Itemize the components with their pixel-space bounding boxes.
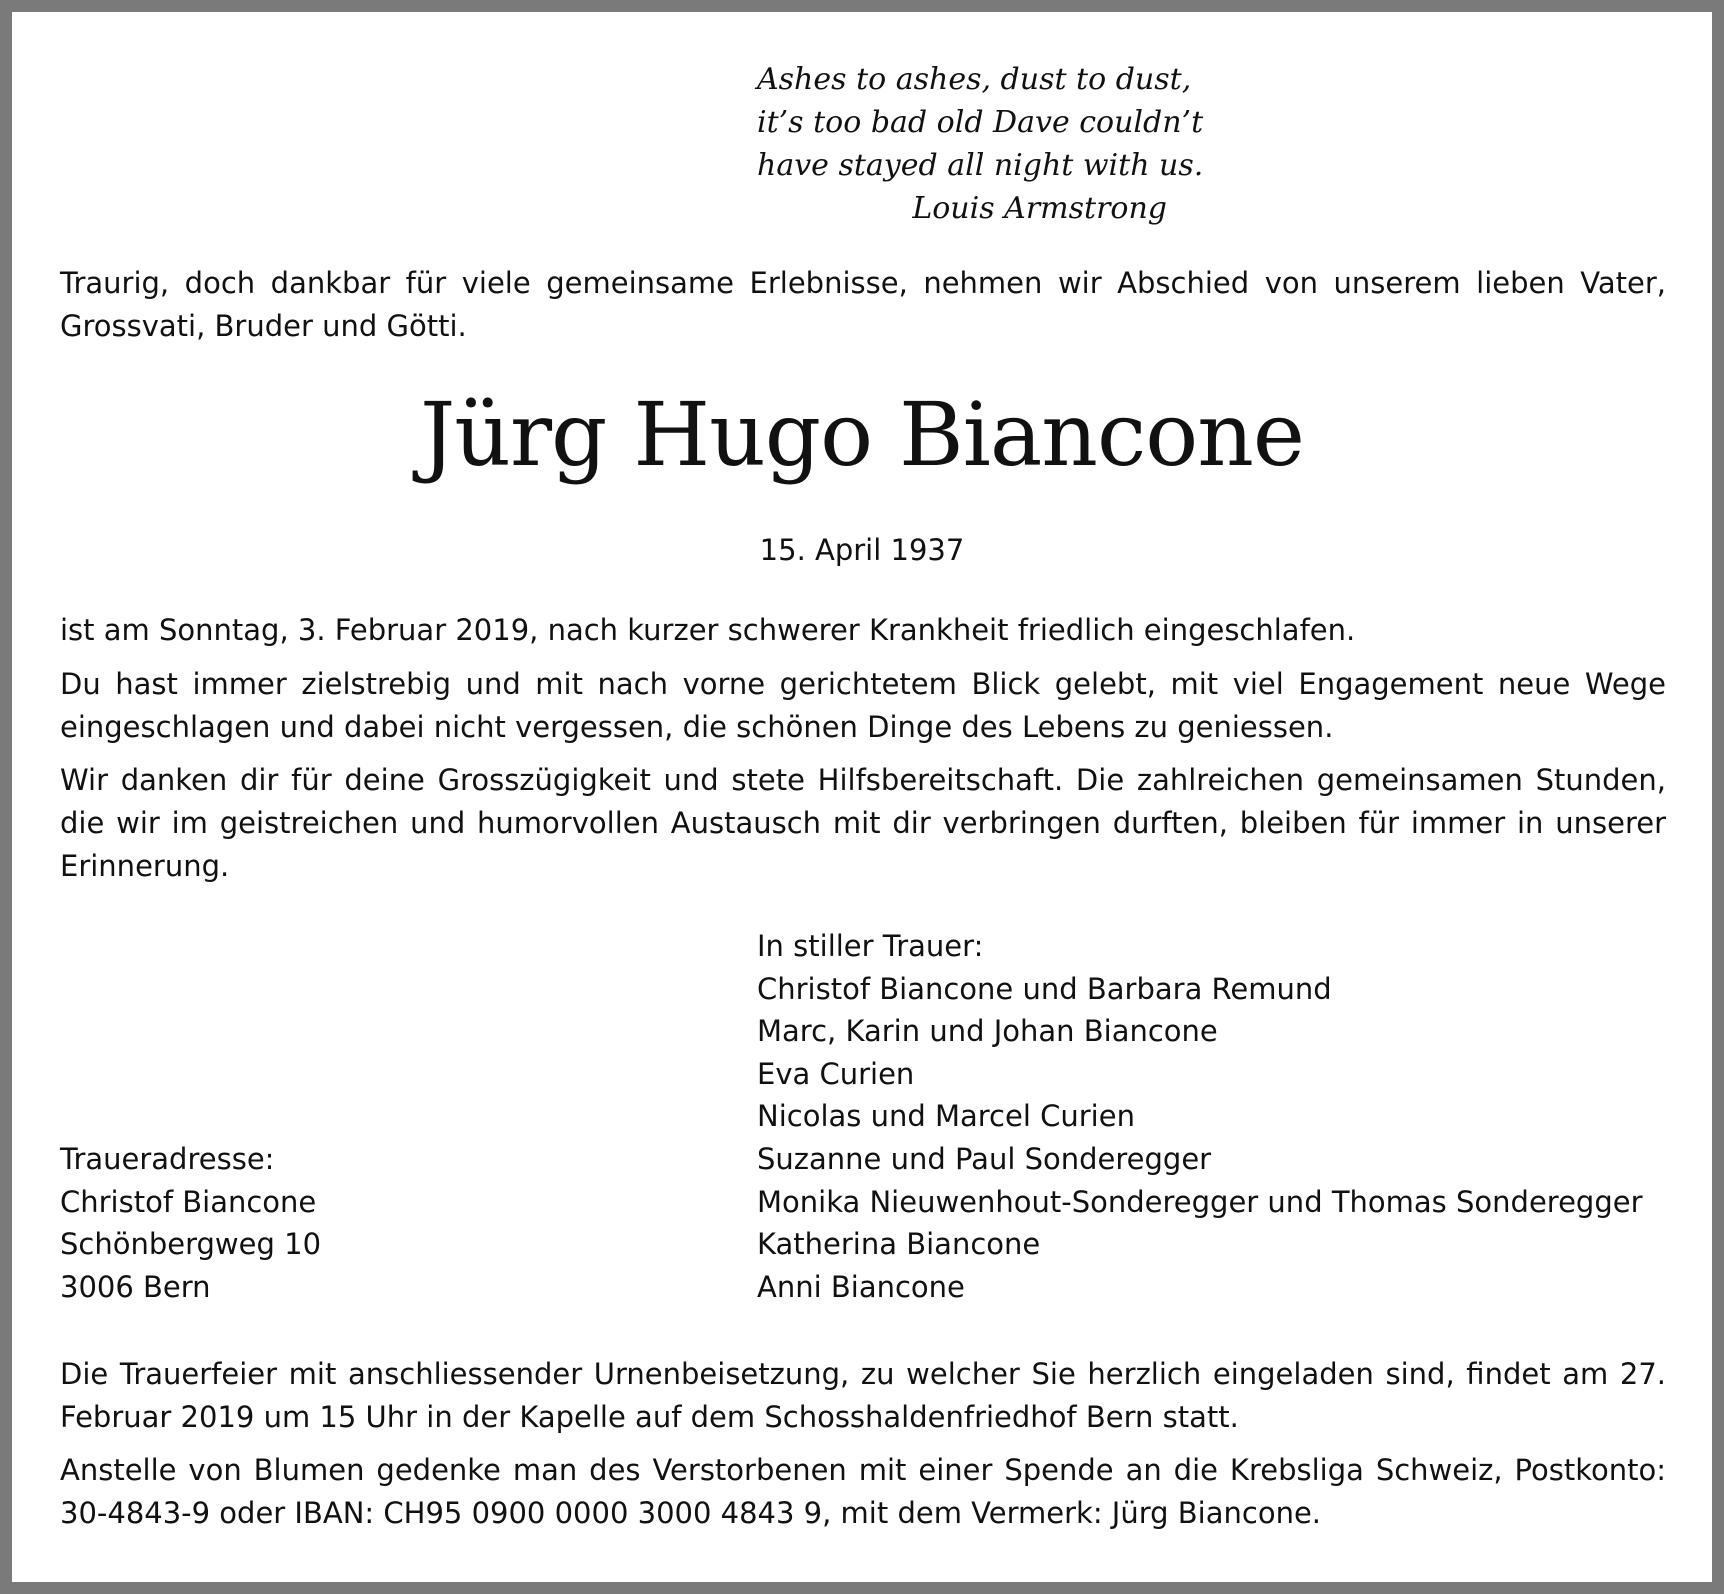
ceremony-paragraph: Die Trauerfeier mit anschliessender Urnenbeisetzung, zu welcher Sie herzlich eingeladen sind, findet am 27. Februar 2019 um 15 Uhr in der Kapelle auf dem Schosshaldenfriedhof Bern statt. — [60, 1357, 1666, 1434]
mourner-name: Anni Biancone — [757, 1269, 965, 1304]
mourners-list — [757, 925, 1677, 1308]
quote-line: have stayed all night with us. — [757, 148, 1204, 183]
address-name: Christof Biancone — [60, 1184, 317, 1219]
address-label: Traueradresse: — [60, 1142, 275, 1176]
quote-line: Ashes to ashes, dust to dust, — [757, 62, 1192, 97]
obituary-notice — [12, 12, 1712, 1582]
quote-line: it’s too bad old Dave couldn’t — [757, 105, 1204, 140]
donation-paragraph: Anstelle von Blumen gedenke man des Verstorbenen mit einer Spende an die Krebsliga Schweiz, Postkonto: 30-4843-9 oder IBAN: CH95 0900 0000 3000 4843 9, mit dem Vermerk: Jürg Biancone. — [60, 1453, 1666, 1530]
mourners-heading: In stiller Trauer: — [757, 929, 984, 963]
mourner-name: Katherina Biancone — [757, 1227, 1041, 1262]
birth-date: 15. April 1937 — [759, 533, 965, 567]
mourner-name: Monika Nieuwenhout-Sonderegger und Thomas Sonderegger — [757, 1184, 1643, 1219]
mourner-name: Christof Biancone und Barbara Remund — [757, 971, 1332, 1006]
address-city: 3006 Bern — [60, 1269, 211, 1304]
thanks-paragraph: Wir danken dir für deine Grosszügigkeit und stete Hilfsbereitschaft. Die zahlreichen gemeinsamen Stunden, die wir im geistreichen und humorvollen Austausch mit dir verbringen durften, bleiben für immer in unserer Erinnerung. — [60, 763, 1666, 883]
address-street: Schönbergweg 10 — [60, 1227, 322, 1262]
epigraph-quote — [757, 58, 1204, 230]
mourning-address — [60, 1138, 660, 1308]
tribute-paragraph: Du hast immer zielstrebig und mit nach vorne gerichtetem Blick gelebt, mit viel Engagement neue Wege eingeschlagen und dabei nicht vergessen, die schönen Dinge des Lebens zu geniessen. — [60, 667, 1666, 744]
death-announcement: ist am Sonntag, 3. Februar 2019, nach kurzer schwerer Krankheit friedlich eingeschlafen. — [60, 613, 1356, 647]
deceased-name: Jürg Hugo Biancone — [420, 383, 1304, 486]
mourner-name: Nicolas und Marcel Curien — [757, 1099, 1135, 1134]
mourner-name: Suzanne und Paul Sonderegger — [757, 1141, 1212, 1176]
quote-author: Louis Armstrong — [912, 191, 1167, 226]
mourner-name: Marc, Karin und Johan Biancone — [757, 1014, 1218, 1049]
intro-paragraph: Traurig, doch dankbar für viele gemeinsame Erlebnisse, nehmen wir Abschied von unserem lieben Vater, Grossvati, Bruder und Götti. — [60, 266, 1666, 343]
mourner-name: Eva Curien — [757, 1056, 915, 1091]
